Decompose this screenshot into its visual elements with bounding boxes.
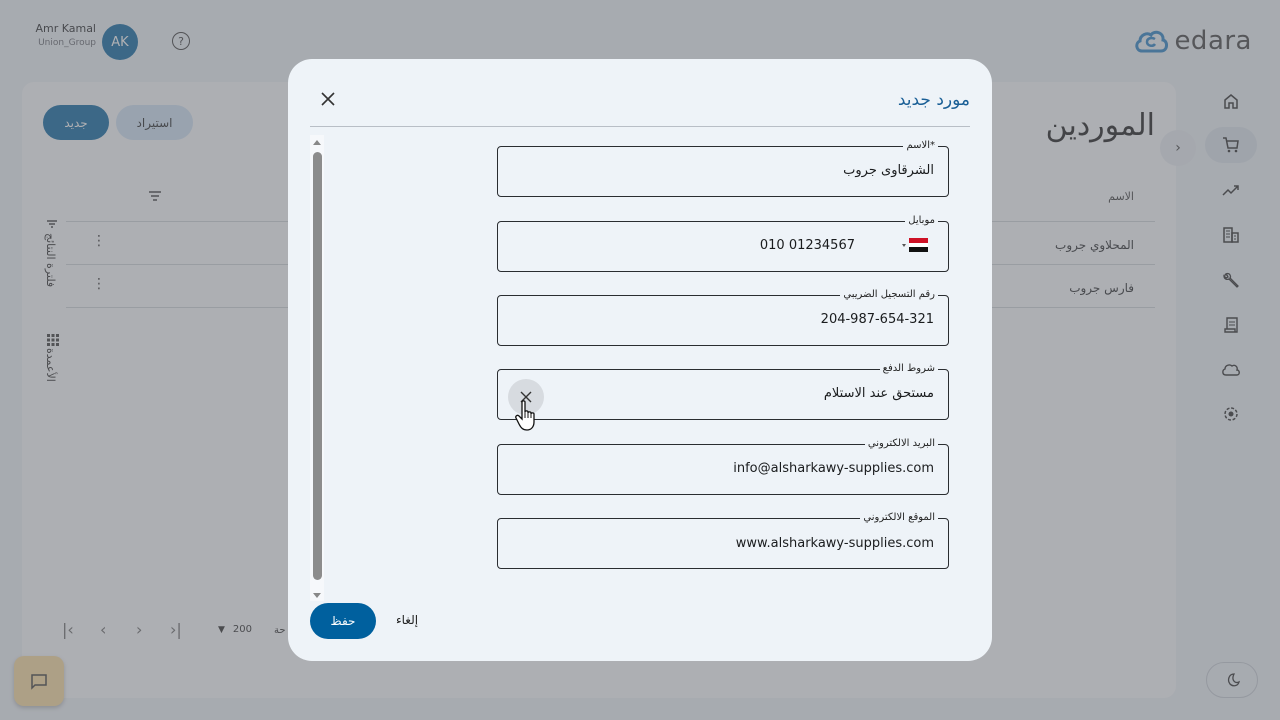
new-supplier-dialog: [288, 59, 992, 661]
payment-terms-label: شروط الدفع: [880, 362, 938, 376]
cancel-button[interactable]: إلغاء: [396, 613, 419, 627]
website-input[interactable]: www.alsharkawy-supplies.com: [735, 536, 934, 551]
egypt-flag-icon[interactable]: [909, 238, 928, 252]
mobile-field[interactable]: [497, 215, 949, 272]
name-input[interactable]: الشرقاوى جروب: [843, 163, 934, 178]
close-icon: [321, 92, 335, 106]
scroll-down-arrow[interactable]: [313, 593, 321, 598]
tax-id-field[interactable]: [497, 289, 949, 346]
scrollbar[interactable]: [310, 135, 324, 601]
email-label: البريد الالكتروني: [865, 437, 938, 451]
email-input[interactable]: info@alsharkawy-supplies.com: [733, 461, 934, 476]
save-button[interactable]: حفظ: [310, 603, 376, 639]
mobile-input[interactable]: 010 01234567: [759, 238, 855, 253]
payment-terms-value[interactable]: مستحق عند الاستلام: [823, 386, 934, 401]
website-field[interactable]: [497, 512, 949, 569]
country-dropdown-caret-icon[interactable]: [902, 244, 906, 247]
name-label: الاسم*: [903, 139, 938, 153]
scroll-thumb[interactable]: [313, 152, 322, 580]
mobile-label: موبايل: [905, 214, 938, 228]
payment-terms-field[interactable]: [497, 363, 949, 420]
name-field[interactable]: [497, 140, 949, 197]
hand-pointer-cursor-icon: [515, 400, 541, 432]
tax-id-input[interactable]: 204-987-654-321: [820, 312, 934, 327]
scroll-up-arrow[interactable]: [313, 140, 321, 145]
email-field[interactable]: [497, 438, 949, 495]
website-label: الموقع الالكتروني: [860, 511, 938, 525]
dialog-title: مورد جديد: [897, 90, 970, 110]
close-button[interactable]: [318, 89, 338, 109]
divider: [310, 126, 970, 127]
tax-id-label: رقم التسجيل الضريبي: [840, 288, 938, 302]
